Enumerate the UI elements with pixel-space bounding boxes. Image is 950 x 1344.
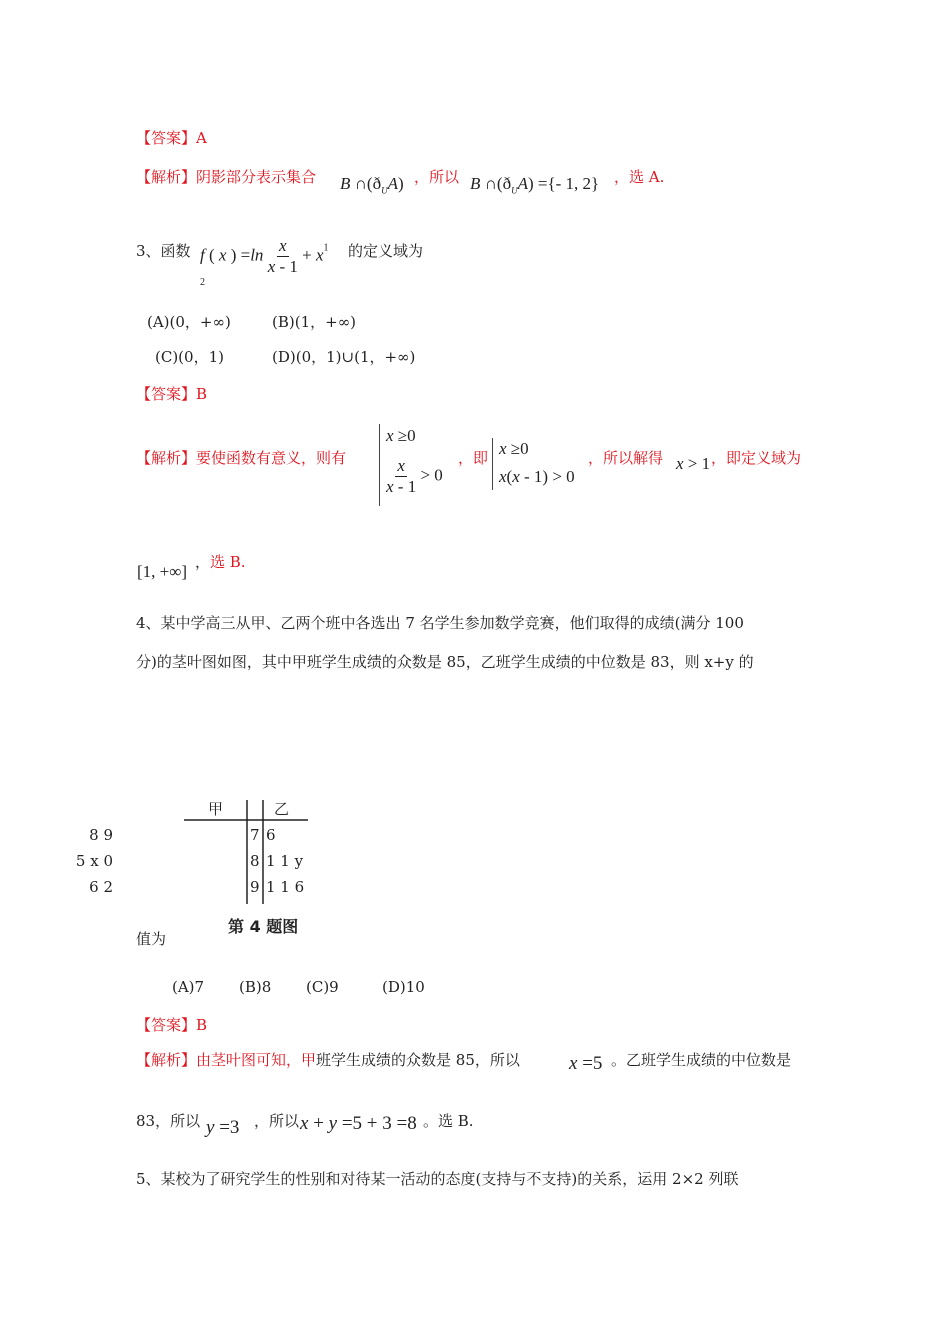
q4-mid: ，所以 — [254, 1112, 300, 1130]
system-brace — [492, 438, 493, 490]
q3-sep3: ，即定义域为 — [711, 449, 802, 467]
q2-expr2: B $\cap(ð_UA)$ ={- 1, 2} — [470, 174, 600, 196]
row-stem: 9 — [250, 878, 260, 896]
q4-eq1: x =5 — [569, 1053, 603, 1074]
header-right: 乙 — [274, 800, 290, 818]
row-left: 6 2 — [89, 878, 113, 896]
q3-sep1: ，即 — [458, 449, 489, 467]
q4-option-a: (A)7 — [172, 978, 205, 996]
final-text: 选 B. — [210, 553, 246, 571]
answer-label: 【答案】 — [136, 385, 197, 403]
header-left: 甲 — [208, 800, 224, 818]
q4-option-d: (D)10 — [382, 978, 425, 996]
q3-sep2: ，所以解得 — [588, 449, 664, 467]
q2-sep2: ，选 A. — [614, 168, 665, 186]
answer-value: A — [196, 129, 207, 147]
row-left: 8 9 — [89, 826, 113, 844]
analysis-text: 要使函数有意义，则有 — [196, 449, 347, 467]
row-left: 5 x 0 — [75, 852, 113, 870]
q4-option-b: (B)8 — [239, 978, 272, 996]
q3-answer — [136, 383, 207, 404]
q4-eq2: y =3 — [206, 1117, 240, 1138]
system-brace — [379, 424, 380, 506]
q4-analysis — [136, 1049, 520, 1070]
system1-line1: x ≥0 — [386, 426, 416, 445]
system2-line2: x(x - 1) > 0 — [499, 467, 575, 486]
q3-option-d: (D)(0，1)∪(1，+∞) — [272, 348, 416, 366]
q3-final: ，选 B. — [195, 553, 246, 571]
q3-function: f ( x ) =ln $\frac{x}{x - 1}$ + $x^{1 2}$ — [200, 236, 329, 288]
analysis-text: 阴影部分表示集合 — [196, 168, 317, 186]
analysis-label: 【解析】 — [136, 449, 197, 467]
q3-option-c: (C)(0，1) — [155, 348, 224, 366]
answer-value: B — [196, 1016, 208, 1034]
q4-line1: 4、某中学高三从甲、乙两个班中各选出 7 名学生参加数学竞赛，他们取得的成绩(满分 100 — [136, 614, 744, 632]
q4-answer — [136, 1014, 207, 1035]
q2-analysis — [136, 166, 316, 187]
analysis-black: 班学生成绩的众数是 85，所以 — [316, 1051, 520, 1069]
figure-caption: 第 4 题图 — [228, 917, 299, 936]
answer-label: 【答案】 — [136, 129, 197, 147]
q3-result: x > 1 — [676, 454, 711, 473]
q3-analysis — [136, 447, 346, 468]
q4-line2: 分)的茎叶图如图，其中甲班学生成绩的众数是 85，乙班学生成绩的中位数是 83，则 x+y 的 — [136, 653, 754, 671]
q5-line1: 5、某校为了研究学生的性别和对待某一活动的态度(支持与不支持)的关系，运用 2×2 列联 — [136, 1170, 739, 1188]
analysis-label: 【解析】 — [136, 1051, 197, 1069]
q3-number: 3、函数 — [136, 242, 191, 260]
analysis-red: 由茎叶图可知，甲 — [196, 1051, 317, 1069]
row-right: 1 1 6 — [266, 878, 305, 896]
row-right: 1 1 y — [266, 852, 304, 870]
q3-tail: 的定义域为 — [348, 242, 424, 260]
system1-line2: $\frac{x}{x - 1}$ > 0 — [386, 456, 443, 496]
q3-option-b: (B)(1，+∞) — [272, 313, 357, 331]
q4-line3: 值为 — [136, 930, 167, 948]
row-right: 6 — [266, 826, 276, 844]
q4-line-b: 83，所以 — [136, 1112, 201, 1130]
system2-line1: x ≥0 — [499, 439, 529, 458]
q3-option-a: (A)(0，+∞) — [147, 313, 231, 331]
answer-label: 【答案】 — [136, 1016, 197, 1034]
q3-domain: [1, +∞] — [137, 562, 188, 581]
q2-expr1: B $\cap(ð_UA)$ — [340, 174, 404, 196]
row-stem: 7 — [250, 826, 260, 844]
answer-value: B — [196, 385, 208, 403]
q4-analysis-tail: 。乙班学生成绩的中位数是 — [611, 1051, 792, 1069]
q4-end: 。选 B. — [423, 1112, 474, 1130]
q4-option-c: (C)9 — [306, 978, 339, 996]
q4-eq3: x + y =5 + 3 =8 — [300, 1113, 417, 1134]
analysis-label: 【解析】 — [136, 168, 197, 186]
row-stem: 8 — [250, 852, 260, 870]
q2-answer — [136, 127, 207, 148]
q2-sep1: ，所以 — [414, 168, 460, 186]
